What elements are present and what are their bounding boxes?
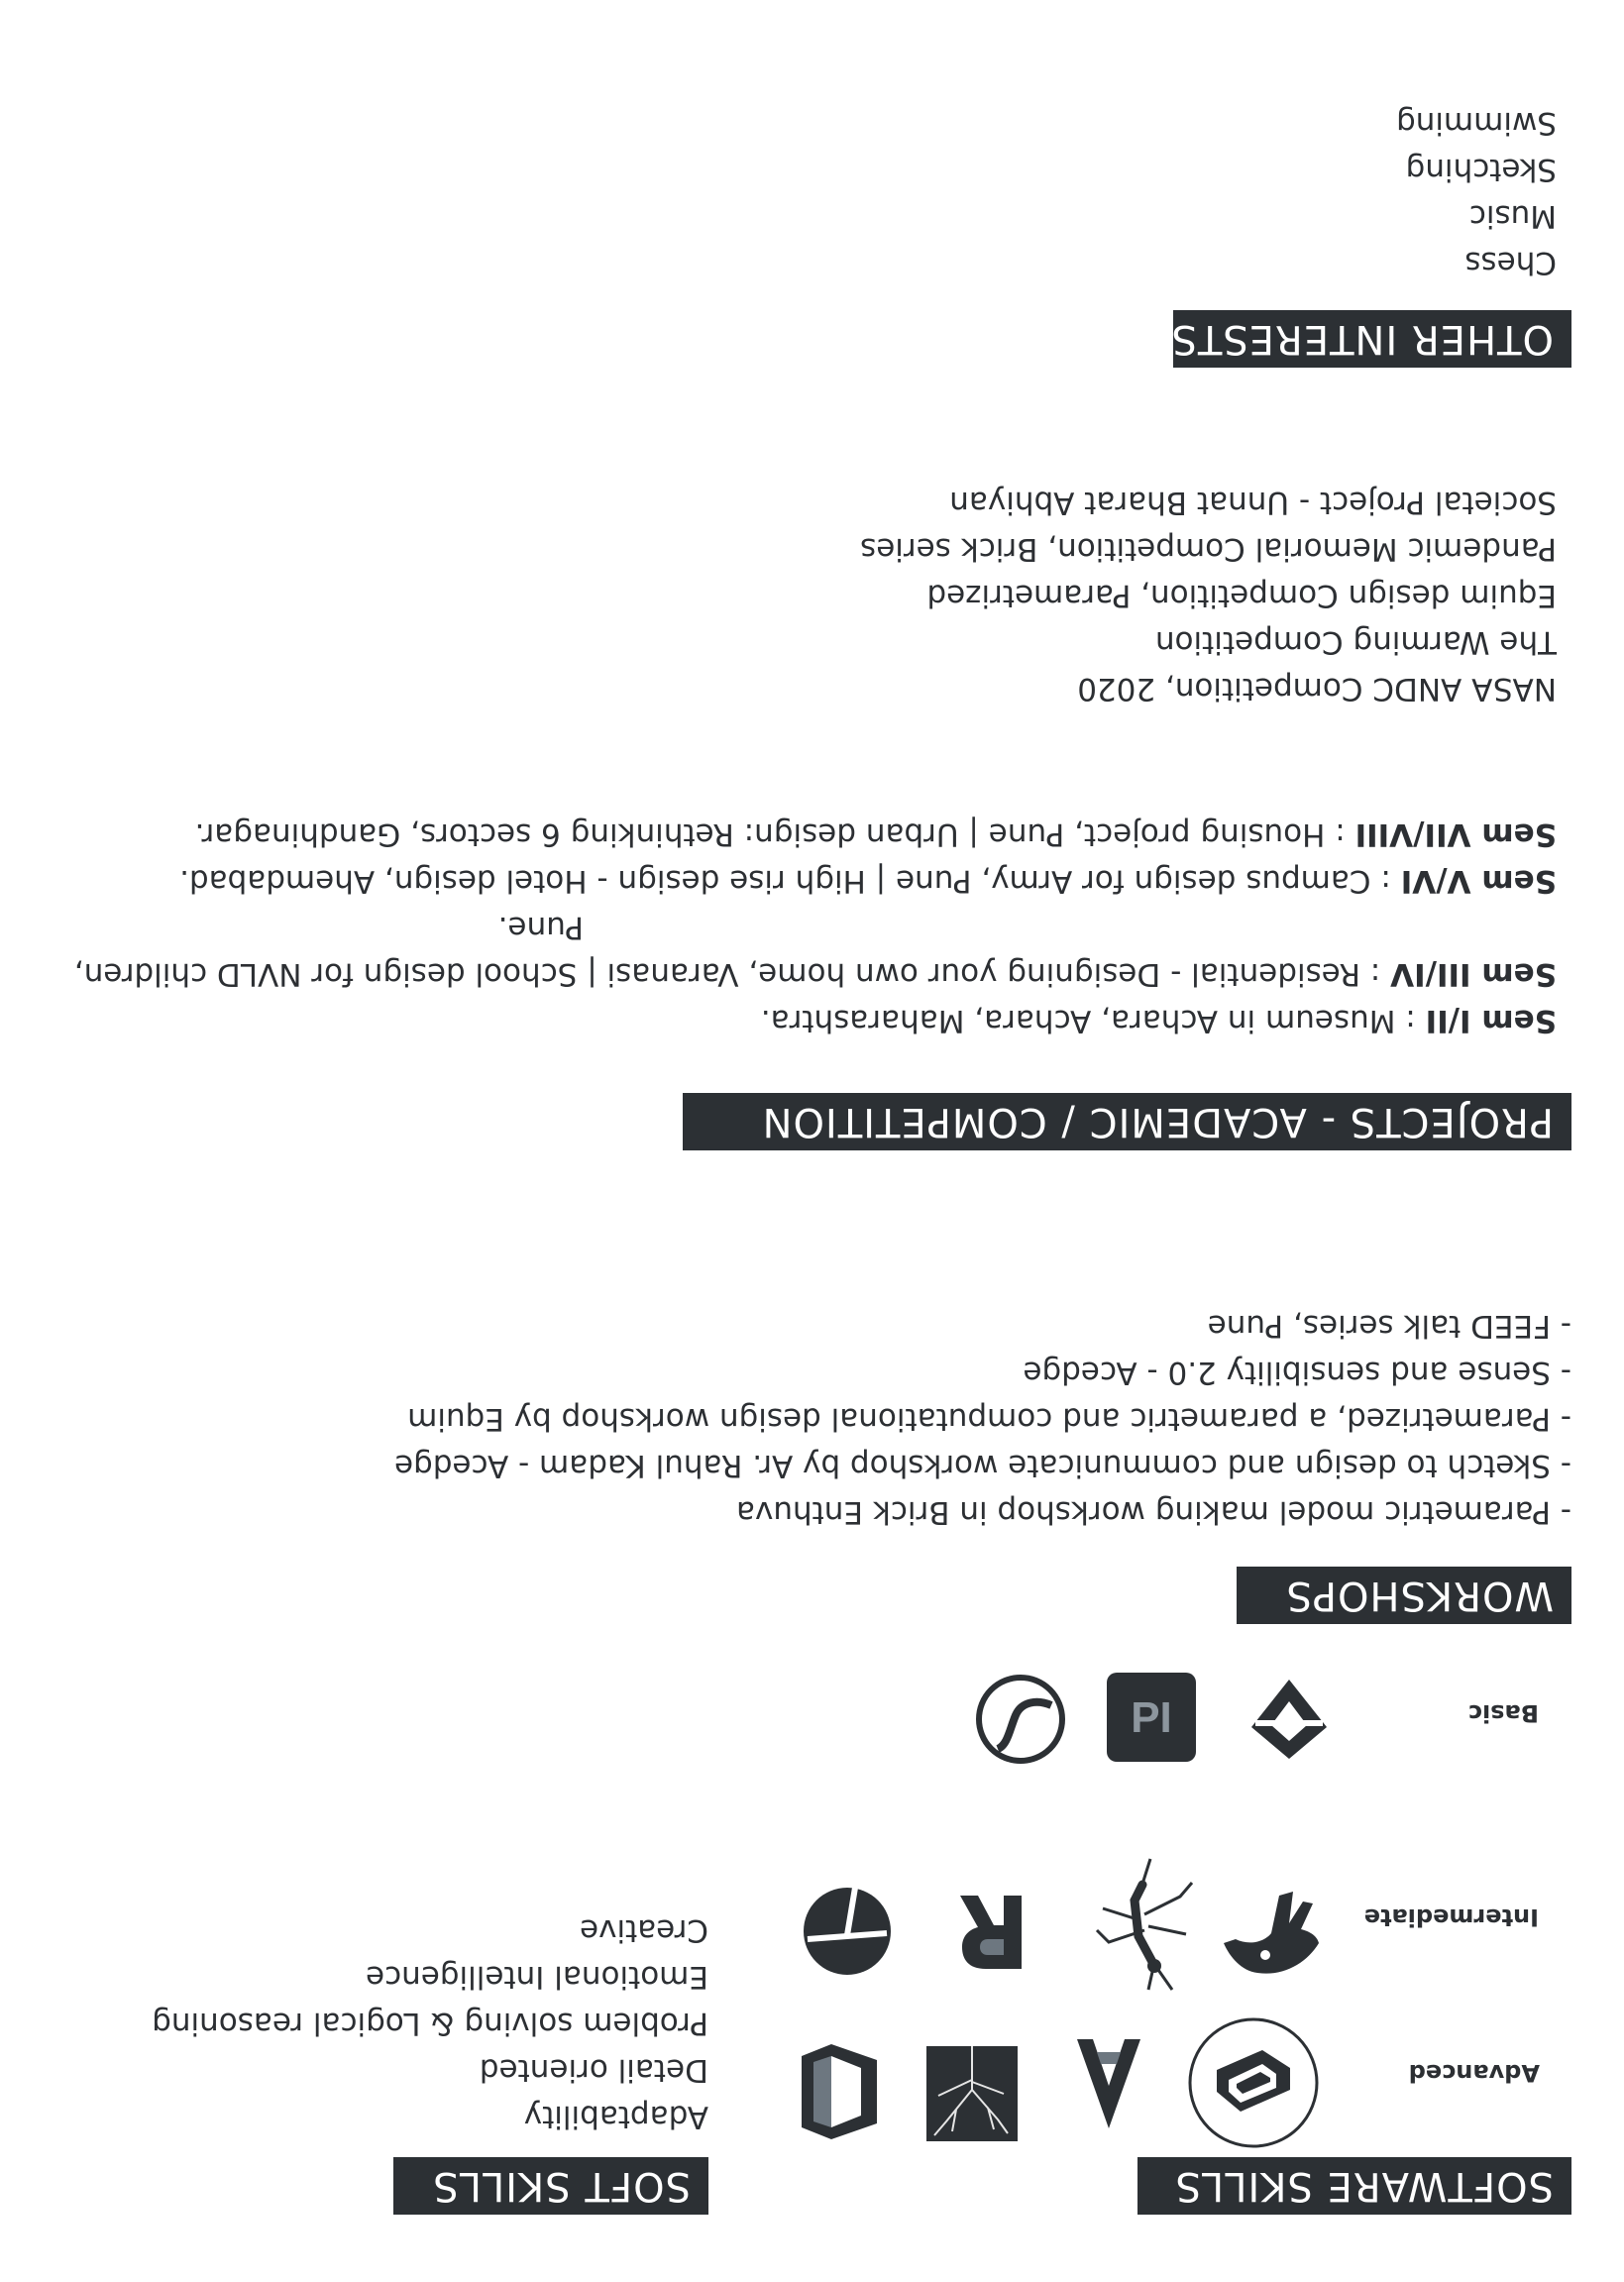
sem-text: : Museum in Achara, Achara, Maharashtra.: [760, 1003, 1426, 1038]
vray-icon: [974, 1672, 1067, 1767]
grasshopper-icon: [1091, 1857, 1200, 1992]
autocad-icon: [802, 1886, 893, 1977]
rhino-icon: [1218, 1888, 1327, 1983]
basic-label: Basic: [1467, 1699, 1539, 1727]
soft-skills-header: SOFT SKILLS: [393, 2157, 708, 2215]
competition-item: NASA ANDC Competition, 2020: [1077, 671, 1557, 706]
sem-text: : Campus design for Army, Pune | High rise design - Hotel design, Ahemdabad.: [179, 863, 1401, 899]
project-sem-row: [179, 863, 1557, 899]
sem-label: Sem VII/VIII: [1354, 816, 1557, 852]
sem-label: Sem I/II: [1425, 1003, 1557, 1038]
competition-item: The Warming Competition: [1154, 624, 1557, 660]
project-sem-row: [74, 956, 1557, 992]
project-sem-row: [761, 1003, 1557, 1038]
soft-skill-item: Emotional Intelligence: [366, 1959, 708, 1995]
archicad-icon: [1069, 2034, 1148, 2133]
soft-skill-item: Detail oriented: [479, 2052, 708, 2088]
software-skills-header: SOFTWARE SKILLS: [1137, 2157, 1571, 2215]
interest-item: Sketching: [1405, 152, 1557, 187]
project-sem-row: [195, 816, 1557, 852]
workshop-item: - Parametric model making workshop in Brick Enthuva: [735, 1494, 1571, 1530]
workshop-item: - Sketch to design and communicate workshop by Ar. Rahul Kadam - Acedge: [394, 1448, 1571, 1483]
workshop-item: - Sense and sensibility 2.0 - Acedge: [1023, 1355, 1571, 1390]
revit-icon: [958, 1892, 1026, 1973]
sem-text: : Housing project, Pune | Urban design: Rethinking 6 sectors, Gandhinagar.: [194, 816, 1355, 852]
lumion-tree-icon: [926, 2046, 1018, 2141]
pixel-icon: [1107, 1673, 1196, 1762]
sem-label: Sem III/IV: [1390, 956, 1557, 992]
sem-text: : Residential - Designing your own home, Varanasi | School design for NVLD children,: [73, 956, 1391, 992]
competition-item: Pandemic Memorial Competition, Brick series: [860, 531, 1557, 567]
project-sem-cont: Pune.: [497, 910, 584, 945]
intermediate-label: Intermediate: [1363, 1903, 1539, 1931]
workshop-item: - Parametrized, a parametric and computational design workshop by Equim: [407, 1401, 1571, 1437]
projects-header: PROJECTS - ACADEMIC / COMPETITION: [683, 1093, 1571, 1150]
sketchup-icon: [1187, 2016, 1320, 2149]
competition-item: Equim design Competition, Parametrized: [926, 578, 1557, 613]
competition-item: Societal Project - Unnat Bharat Abhiyan: [949, 485, 1557, 520]
interest-item: Music: [1468, 198, 1557, 234]
enscape-icon: [1242, 1672, 1337, 1767]
svg-text:PI: PI: [1131, 1693, 1172, 1742]
advanced-label: Advanced: [1408, 2059, 1540, 2087]
workshops-header: WORKSHOPS: [1237, 1567, 1571, 1624]
office-icon: [798, 2042, 883, 2141]
interest-item: Swimming: [1396, 105, 1557, 141]
interest-item: Chess: [1464, 245, 1557, 280]
soft-skill-item: Adaptability: [523, 2099, 708, 2134]
soft-skill-item: Creative: [580, 1912, 708, 1948]
sem-label: Sem V/VI: [1400, 863, 1557, 899]
other-interests-header: OTHER INTERESTS: [1173, 310, 1571, 368]
soft-skill-item: Problem solving & Logical reasoning: [152, 2006, 708, 2041]
workshop-item: - FEED talk series, Pune: [1207, 1308, 1571, 1344]
